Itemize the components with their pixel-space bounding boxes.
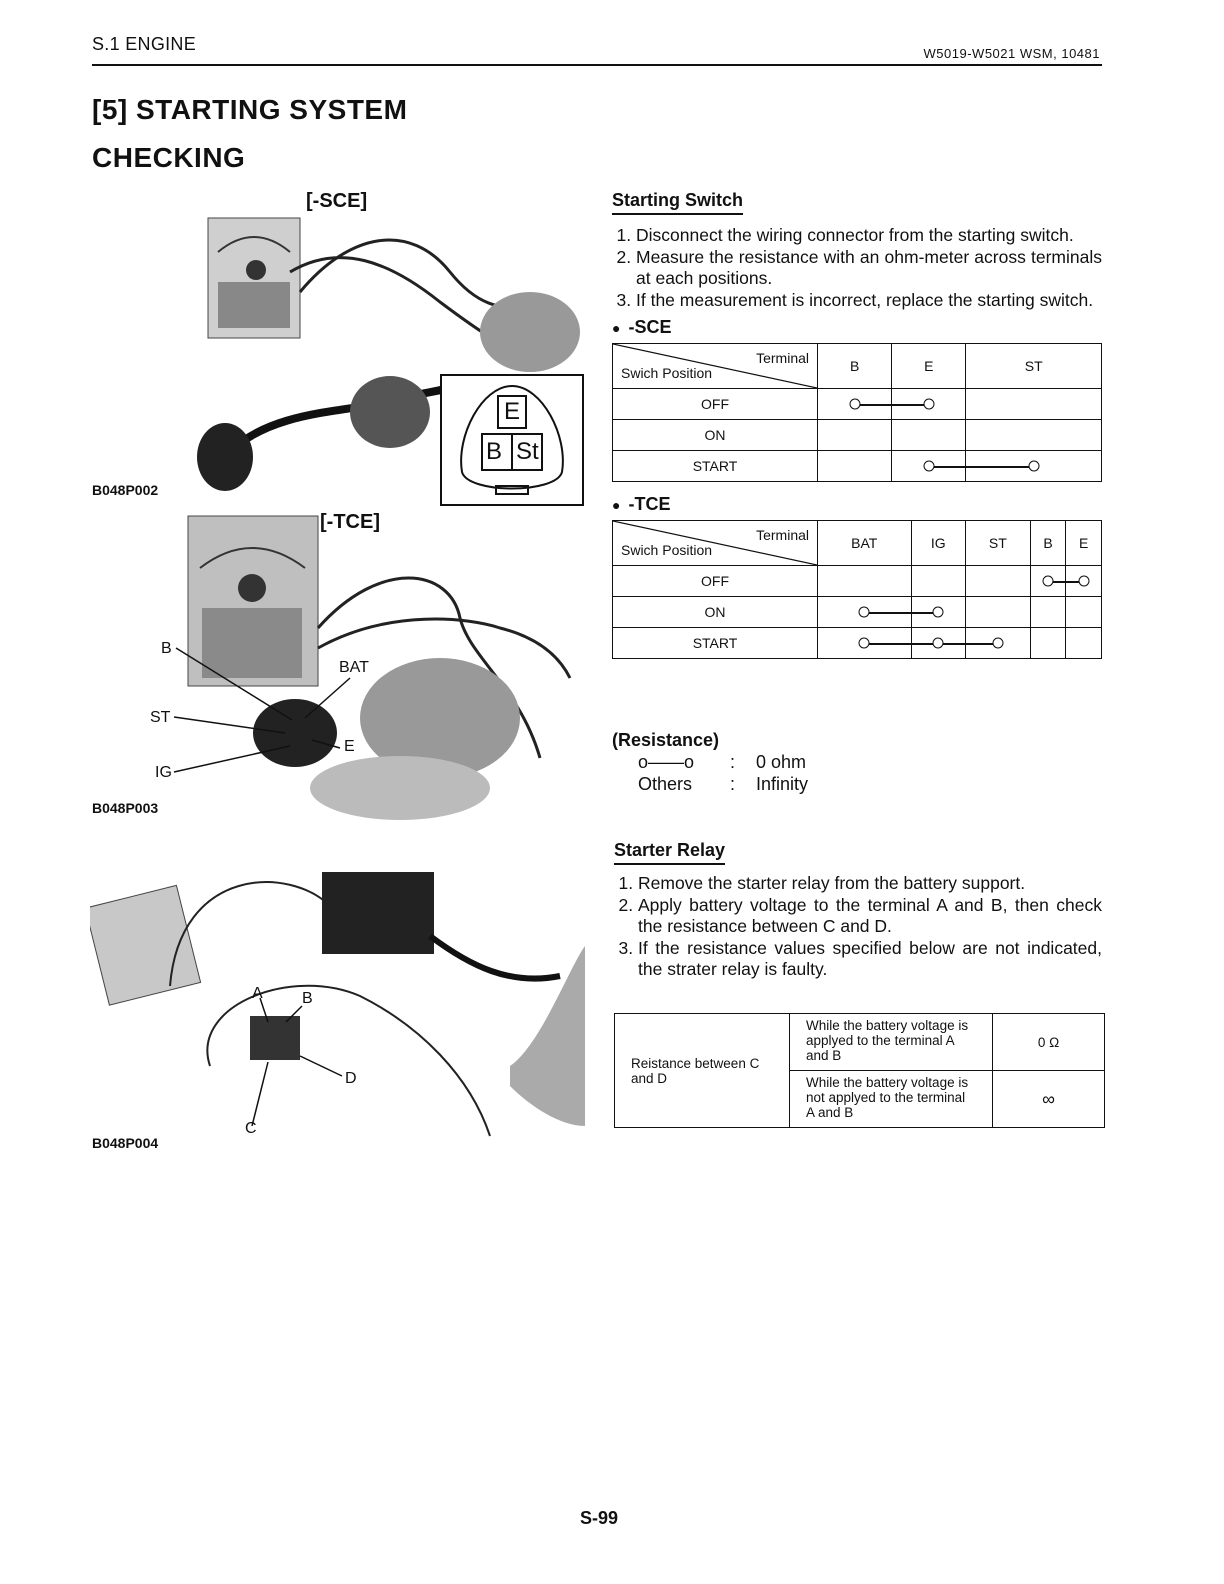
figure-sce-tag: [-SCE] <box>306 190 368 212</box>
callout-bat: BAT <box>339 659 369 676</box>
resistance-title: (Resistance) <box>612 730 720 750</box>
tce-table <box>612 520 1102 659</box>
switch-position: ON <box>613 597 818 628</box>
continuity-line <box>864 643 910 645</box>
list-item: 2. Apply battery voltage to the terminal A and B, then check the resistance between C and D. <box>638 895 1102 937</box>
terminal-connection-mark <box>992 638 1003 649</box>
connector-label-st: St <box>516 438 539 465</box>
connector-label-e: E <box>504 398 521 425</box>
continuity-cell <box>818 628 912 659</box>
table-header-row <box>613 344 1102 389</box>
starting-switch-steps <box>612 225 1102 311</box>
table-row <box>615 1014 1105 1071</box>
corner-cell <box>613 344 818 389</box>
corner-position-label: Swich Position <box>621 365 713 381</box>
callout-relay-b: B <box>302 990 313 1007</box>
terminal-connection-mark <box>849 399 860 410</box>
corner-terminal-label: Terminal <box>756 350 809 366</box>
continuity-cell <box>1066 628 1102 659</box>
continuity-cell <box>911 597 965 628</box>
starting-switch-section <box>612 190 1102 659</box>
table-row <box>613 566 1102 597</box>
relay-value: ∞ <box>993 1071 1105 1128</box>
corner-position-label: Swich Position <box>621 542 713 558</box>
continuity-cell <box>965 628 1030 659</box>
resistance-row: Others : Infinity <box>638 774 809 794</box>
terminal-connection-mark <box>933 638 944 649</box>
tce-heading: ● -TCE <box>612 494 671 514</box>
corner-cell <box>613 521 818 566</box>
connector-label-b: B <box>486 438 503 465</box>
terminal-connection-mark <box>859 607 870 618</box>
list-item: 3. If the resistance values specified below are not indicated, the strater relay is faulty. <box>638 938 1102 980</box>
continuity-line <box>864 612 910 614</box>
callout-b: B <box>161 640 172 657</box>
continuity-cell <box>966 389 1102 420</box>
continuity-cell <box>818 451 892 482</box>
list-item: 3. If the measurement is incorrect, replace the starting switch. <box>636 290 1102 311</box>
resistance-row: o——o : 0 ohm <box>638 752 807 772</box>
callout-a: A <box>252 985 263 1002</box>
continuity-cell <box>892 420 966 451</box>
connector-diagram <box>440 374 584 506</box>
column-header: B <box>1030 521 1066 566</box>
switch-position: OFF <box>613 566 818 597</box>
callout-e: E <box>344 738 355 755</box>
continuity-cell <box>818 597 912 628</box>
table-row <box>613 451 1102 482</box>
list-item: 2. Measure the resistance with an ohm-meter across terminals at each positions. <box>636 247 1102 289</box>
callout-ig: IG <box>155 764 172 781</box>
figure-sce-code: B048P002 <box>92 482 159 498</box>
table-row <box>613 389 1102 420</box>
column-header: ST <box>965 521 1030 566</box>
relay-condition: While the battery voltage is applyed to the terminal A and B <box>790 1014 993 1071</box>
table-row <box>613 628 1102 659</box>
column-header: IG <box>911 521 965 566</box>
table-header-row <box>613 521 1102 566</box>
header-doc-id: W5019-W5021 WSM, 10481 <box>923 46 1100 61</box>
resistance-value: 0 ohm <box>756 752 807 772</box>
terminal-connection-mark <box>859 638 870 649</box>
sce-heading: ● -SCE <box>612 317 672 337</box>
switch-position: START <box>613 451 818 482</box>
subsection-title: CHECKING <box>92 142 246 173</box>
continuity-cell <box>1030 628 1066 659</box>
continuity-cell <box>892 389 966 420</box>
continuity-cell <box>965 566 1030 597</box>
corner-terminal-label: Terminal <box>756 527 809 543</box>
continuity-cell <box>911 566 965 597</box>
resistance-key: o——o <box>638 752 695 772</box>
relay-row-header: Reistance between C and D <box>615 1014 790 1128</box>
terminal-connection-mark <box>923 461 934 472</box>
column-header: ST <box>966 344 1102 389</box>
page-number: S-99 <box>580 1508 619 1528</box>
starter-relay-section <box>614 840 1102 981</box>
terminal-connection-mark <box>1028 461 1039 472</box>
switch-position: ON <box>613 420 818 451</box>
relay-table <box>614 1013 1105 1128</box>
continuity-cell <box>1066 597 1102 628</box>
figure-relay-code: B048P004 <box>92 1135 159 1151</box>
sce-table <box>612 343 1102 482</box>
terminal-connection-mark <box>933 607 944 618</box>
resistance-legend <box>612 730 808 795</box>
figure-tce-code: B048P003 <box>92 800 159 816</box>
starter-relay-heading: Starter Relay <box>614 840 725 865</box>
continuity-cell <box>1030 566 1066 597</box>
header-section: S.1 ENGINE <box>92 34 197 54</box>
figure-relay-photo <box>90 846 590 1146</box>
relay-condition: While the battery voltage is not applyed to the terminal A and B <box>790 1071 993 1128</box>
continuity-cell <box>1030 597 1066 628</box>
terminal-connection-mark <box>1043 576 1054 587</box>
continuity-cell <box>818 389 892 420</box>
list-item: 1. Disconnect the wiring connector from the starting switch. <box>636 225 1102 246</box>
column-header: E <box>1066 521 1102 566</box>
continuity-cell <box>966 420 1102 451</box>
continuity-cell <box>1066 566 1102 597</box>
callout-d: D <box>345 1070 357 1087</box>
continuity-cell <box>911 628 965 659</box>
switch-position: OFF <box>613 389 818 420</box>
resistance-value: Infinity <box>756 774 809 794</box>
table-row <box>613 420 1102 451</box>
list-item: 1. Remove the starter relay from the battery support. <box>638 873 1102 894</box>
column-header: B <box>818 344 892 389</box>
table-row <box>613 597 1102 628</box>
terminal-connection-mark <box>1078 576 1089 587</box>
column-header: E <box>892 344 966 389</box>
relay-value: 0 Ω <box>993 1014 1105 1071</box>
continuity-line <box>966 466 1033 468</box>
continuity-cell <box>965 597 1030 628</box>
starting-switch-heading: Starting Switch <box>612 190 743 215</box>
continuity-cell <box>966 451 1102 482</box>
switch-position: START <box>613 628 818 659</box>
figure-tce-tag: [-TCE] <box>320 511 380 533</box>
continuity-cell <box>818 420 892 451</box>
continuity-cell <box>892 451 966 482</box>
callout-st: ST <box>150 709 171 726</box>
continuity-cell <box>818 566 912 597</box>
terminal-connection-mark <box>923 399 934 410</box>
callout-c: C <box>245 1120 257 1137</box>
header-rule <box>92 64 1102 66</box>
resistance-key: Others <box>638 774 693 794</box>
starter-relay-steps <box>614 873 1102 980</box>
column-header: BAT <box>818 521 912 566</box>
section-title: [5] STARTING SYSTEM <box>92 94 408 125</box>
